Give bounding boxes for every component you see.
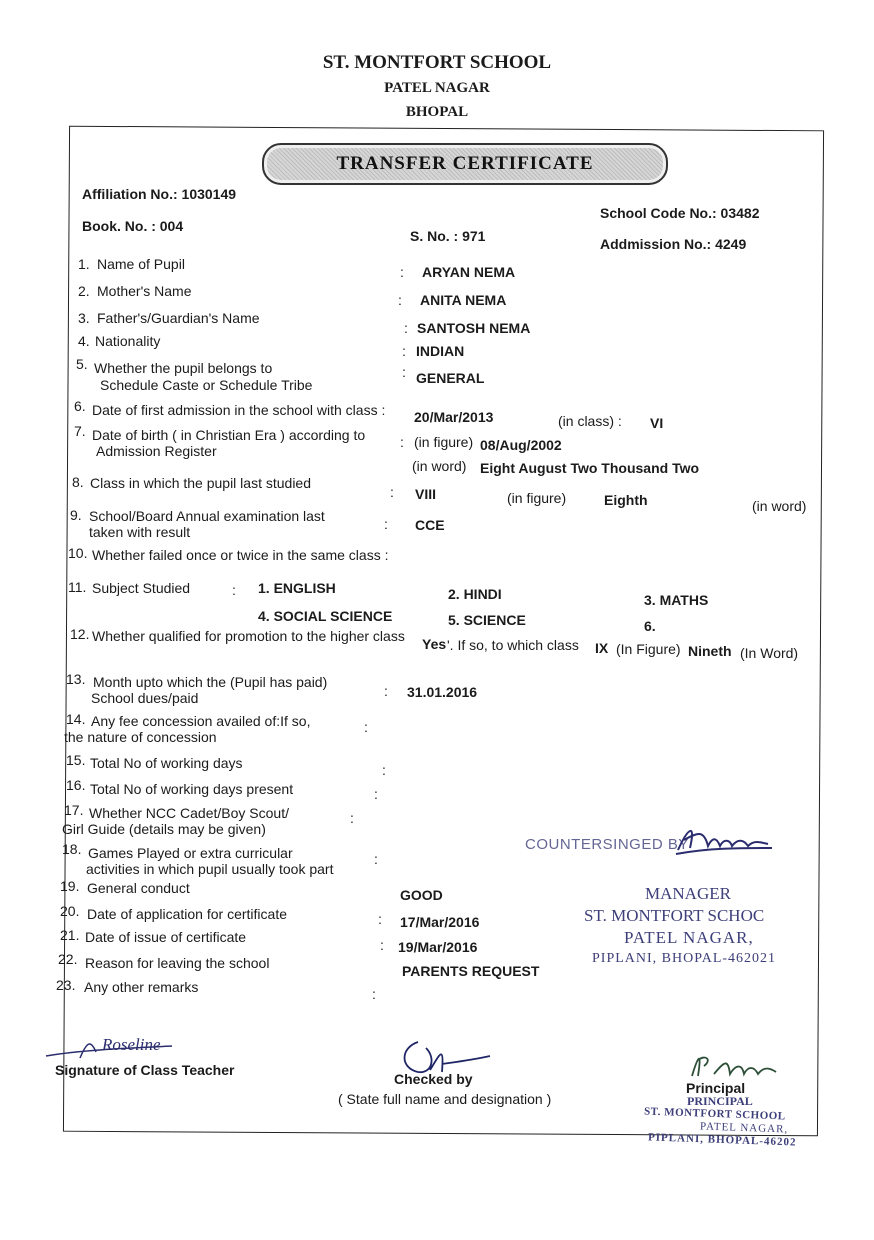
field-8-colon: : <box>390 484 394 500</box>
field-1-label: Name of Pupil <box>97 256 185 272</box>
field-20-colon: : <box>378 911 382 927</box>
manager-stamp-title: MANAGER <box>645 884 731 903</box>
first-admission-date: 20/Mar/2013 <box>414 409 494 425</box>
nationality: INDIAN <box>416 343 465 359</box>
field-8-label: Class in which the pupil last studied <box>90 475 312 491</box>
field-9-colon: : <box>384 516 388 532</box>
field-15-label: Total No of working days <box>90 755 243 771</box>
field-7-label-line2: Admission Register <box>96 443 217 459</box>
issue-date: 19/Mar/2016 <box>398 939 478 955</box>
class-teacher-signature-label: Signature of Class Teacher <box>55 1062 235 1078</box>
field-2-label: Mother's Name <box>97 283 192 299</box>
field-4-number: 4. <box>78 333 90 349</box>
field-16-label: Total No of working days present <box>90 781 294 797</box>
field-18-label-line1: Games Played or extra curricular <box>88 845 293 861</box>
field-17-label-line1: Whether NCC Cadet/Boy Scout/ <box>89 805 289 821</box>
exam-result: CCE <box>415 517 445 533</box>
field-23-number: 23. <box>56 977 76 993</box>
field-14-label-line2: the nature of concession <box>64 729 217 745</box>
field-6-label: Date of first admission in the school with class : <box>92 402 386 418</box>
field-5-label-line2: Schedule Caste or Schedule Tribe <box>100 377 313 393</box>
field-2-number: 2. <box>78 283 90 299</box>
field-19-number: 19. <box>60 878 80 894</box>
field-11-number: 11. <box>68 579 87 595</box>
dob-figure: 08/Aug/2002 <box>480 437 562 453</box>
principal-label: Principal <box>686 1080 746 1096</box>
field-13-label-line2: School dues/paid <box>91 690 199 706</box>
field-4-colon: : <box>402 343 406 359</box>
promotion-class-figure: IX <box>595 640 609 656</box>
serial-number: S. No. : 971 <box>410 228 486 244</box>
field-3-number: 3. <box>78 310 90 326</box>
field-19-label: General conduct <box>87 880 190 896</box>
dob-in-figure-label: (in figure) <box>414 434 474 450</box>
field-13-label-line1: Month upto which the (Pupil has paid) <box>93 674 328 690</box>
field-21-colon: : <box>380 937 384 953</box>
field-15-colon: : <box>382 762 386 778</box>
subject-4: 4. SOCIAL SCIENCE <box>258 608 393 624</box>
field-3-label: Father's/Guardian's Name <box>97 310 260 326</box>
field-9-number: 9. <box>70 507 82 523</box>
subject-5: 5. SCIENCE <box>448 612 526 628</box>
checked-by-note: ( State full name and designation ) <box>338 1091 552 1107</box>
school-code: School Code No.: 03482 <box>600 205 760 221</box>
admission-class-label: (in class) : <box>558 413 622 429</box>
field-10-label: Whether failed once or twice in the same class : <box>92 547 389 563</box>
class-teacher-signature <box>40 1030 180 1066</box>
school-name: ST. MONTFORT SCHOOL <box>322 52 552 73</box>
field-18-colon: : <box>374 851 378 867</box>
field-21-label: Date of issue of certificate <box>85 929 247 945</box>
promotion-in-figure-label: (In Figure) <box>616 641 681 657</box>
application-date: 17/Mar/2016 <box>400 914 480 930</box>
field-3-colon: : <box>404 320 408 336</box>
field-9-label-line2: taken with result <box>89 524 191 540</box>
certificate-title: TRANSFER CERTIFICATE <box>336 153 594 174</box>
field-10-number: 10. <box>68 545 88 561</box>
field-16-number: 16. <box>66 777 86 793</box>
field-21-number: 21. <box>60 927 80 943</box>
last-class-figure: VIII <box>415 486 437 502</box>
field-17-number: 17. <box>64 802 84 818</box>
affiliation-number: Affiliation No.: 1030149 <box>82 186 237 202</box>
field-12-number: 12. <box>70 626 90 642</box>
manager-stamp-area: PATEL NAGAR, <box>624 928 754 947</box>
manager-stamp-school: ST. MONTFORT SCHOC <box>584 906 765 925</box>
field-5-number: 5. <box>76 356 88 372</box>
field-20-label: Date of application for certificate <box>87 906 287 922</box>
field-4-label: Nationality <box>95 333 161 349</box>
field-22-number: 22. <box>58 951 78 967</box>
field-6-number: 6. <box>74 398 86 414</box>
field-7-colon: : <box>400 434 404 450</box>
countersign-signature <box>668 818 778 860</box>
admission-number: Addmission No.: 4249 <box>600 236 747 252</box>
school-area: PATEL NAGAR <box>384 80 490 96</box>
field-12-label: Whether qualified for promotion to the higher class <box>92 628 405 644</box>
field-8-number: 8. <box>72 474 84 490</box>
caste-category: GENERAL <box>416 370 485 386</box>
school-city: BHOPAL <box>405 104 469 120</box>
promotion-qualified: Yes <box>422 636 447 652</box>
promotion-class-word: Nineth <box>688 643 732 659</box>
field-14-number: 14. <box>66 711 86 727</box>
subject-6: 6. <box>644 618 656 634</box>
father-name: SANTOSH NEMA <box>417 320 531 336</box>
principal-stamp-title: PRINCIPAL <box>687 1094 753 1108</box>
field-22-label: Reason for leaving the school <box>85 955 270 971</box>
promotion-class-question: '. If so, to which class <box>447 637 579 653</box>
field-13-colon: : <box>384 683 388 699</box>
dues-paid-upto: 31.01.2016 <box>407 684 478 700</box>
subject-2: 2. HINDI <box>448 586 502 602</box>
certificate-title-banner <box>262 143 668 185</box>
pupil-name: ARYAN NEMA <box>422 264 516 280</box>
field-14-label-line1: Any fee concession availed of:If so, <box>91 713 311 729</box>
mother-name: ANITA NEMA <box>420 292 507 308</box>
field-1-number: 1. <box>78 256 90 272</box>
checked-by-label: Checked by <box>394 1071 473 1087</box>
class-teacher-signature-text: Roseline <box>102 1035 161 1054</box>
last-class-word: Eighth <box>604 492 648 508</box>
field-11-colon: : <box>232 582 236 598</box>
field-23-label: Any other remarks <box>84 979 199 995</box>
book-number: Book. No. : 004 <box>82 218 184 234</box>
principal-stamp-area: PATEL NAGAR, <box>699 1120 789 1136</box>
dob-in-word-label: (in word) <box>412 458 467 474</box>
field-5-colon: : <box>402 364 406 380</box>
field-14-colon: : <box>364 719 368 735</box>
field-9-label-line1: School/Board Annual examination last <box>89 508 325 524</box>
general-conduct: GOOD <box>400 887 443 903</box>
field-7-number: 7. <box>74 423 86 439</box>
leaving-reason: PARENTS REQUEST <box>402 963 540 979</box>
field-2-colon: : <box>398 292 402 308</box>
last-class-in-figure-label: (in figure) <box>507 490 567 506</box>
subject-3: 3. MATHS <box>644 592 709 608</box>
last-class-in-word-label: (in word) <box>752 498 807 514</box>
manager-stamp-address: PIPLANI, BHOPAL-462021 <box>592 951 777 966</box>
countersigned-stamp: COUNTERSINGED BY <box>525 836 689 853</box>
field-16-colon: : <box>374 786 378 802</box>
field-5-label-line1: Whether the pupil belongs to <box>94 360 273 376</box>
promotion-in-word-label: (In Word) <box>740 645 799 661</box>
principal-stamp-school: ST. MONTFORT SCHOOL <box>643 1105 786 1123</box>
field-15-number: 15. <box>66 752 86 768</box>
dob-words: Eight August Two Thousand Two <box>480 460 700 476</box>
principal-stamp-address: PIPLANI, BHOPAL-46202 <box>647 1131 797 1149</box>
field-1-colon: : <box>400 264 404 280</box>
field-11-label: Subject Studied <box>92 580 191 596</box>
field-18-label-line2: activities in which pupil usually took part <box>86 861 334 877</box>
field-17-label-line2: Girl Guide (details may be given) <box>62 821 266 837</box>
field-13-number: 13. <box>66 671 86 687</box>
field-20-number: 20. <box>60 903 80 919</box>
field-18-number: 18. <box>62 841 82 857</box>
subject-1: 1. ENGLISH <box>258 580 336 596</box>
admission-class: VI <box>650 415 664 431</box>
field-23-colon: : <box>372 986 376 1002</box>
field-7-label-line1: Date of birth ( in Christian Era ) according to <box>92 427 366 443</box>
field-17-colon: : <box>350 810 354 826</box>
